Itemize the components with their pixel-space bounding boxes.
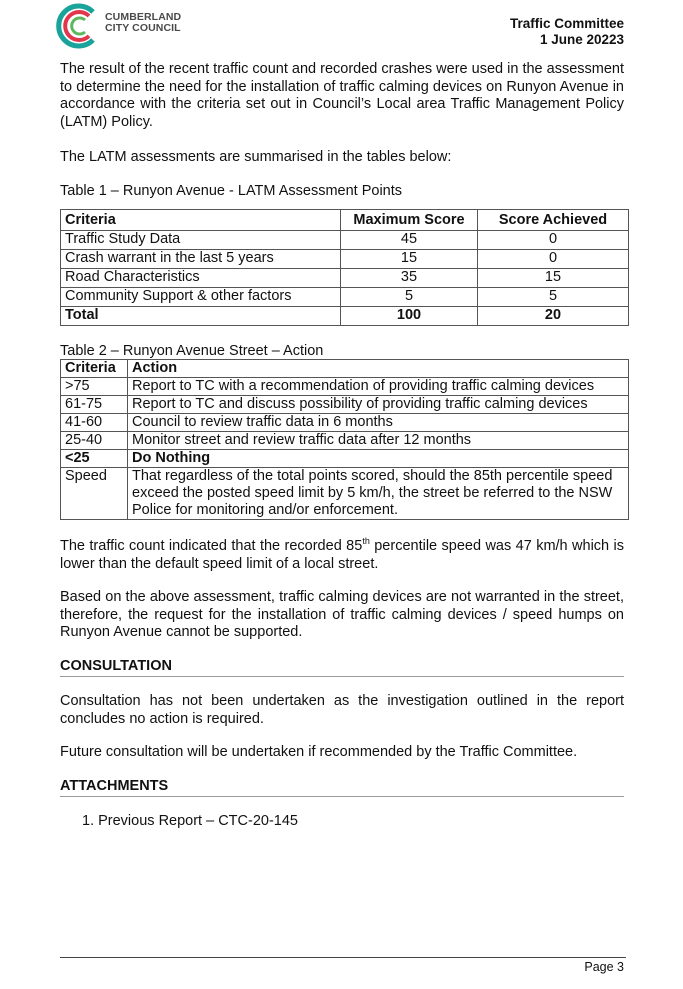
table-cell: 0 — [478, 231, 629, 250]
table-cell: Community Support & other factors — [61, 288, 341, 307]
committee-name: Traffic Committee — [509, 16, 624, 31]
table-header-cell: Criteria — [61, 360, 128, 378]
speed-text-start: The traffic count indicated that the recorded 85 — [60, 538, 363, 554]
table-cell: 20 — [478, 307, 629, 326]
table-row — [61, 231, 629, 250]
table-cell: 5 — [478, 288, 629, 307]
table-cell: 41-60 — [61, 414, 128, 432]
table-row — [61, 288, 629, 307]
meeting-date: 1 June 20223 — [539, 32, 624, 47]
logo-wordmark — [105, 12, 181, 34]
document-body — [60, 61, 624, 831]
table-cell: 45 — [341, 231, 478, 250]
table-cell: Speed — [61, 468, 128, 520]
table-cell: Road Characteristics — [61, 269, 341, 288]
action-table — [60, 359, 629, 520]
table-cell: 0 — [478, 250, 629, 269]
assessment-points-table — [60, 209, 629, 326]
table-header-cell: Action — [128, 360, 629, 378]
document-header — [510, 16, 624, 48]
table-row — [61, 269, 629, 288]
consultation-paragraph-1: Consultation has not been undertaken as the investigation outlined in the report concludes no action is required. — [60, 693, 624, 727]
table-row — [61, 250, 629, 269]
table-row — [61, 450, 629, 468]
speed-paragraph — [60, 538, 624, 573]
table-header-cell: Maximum Score — [341, 210, 478, 231]
table-cell: Report to TC and discuss possibility of providing traffic calming devices — [128, 396, 629, 414]
table-row — [61, 378, 629, 396]
footer-divider — [60, 957, 626, 958]
table-cell: 25-40 — [61, 432, 128, 450]
conclusion-paragraph: Based on the above assessment, traffic calming devices are not warranted in the street, therefore, the request for the installation of traffic calming devices / speed humps on Runyon Avenue cannot be supported. — [60, 589, 624, 640]
table-cell: Council to review traffic data in 6 months — [128, 414, 629, 432]
logo-line-1: CUMBERLAND — [105, 11, 182, 23]
speed-text-end: percentile speed was 47 km/h which is lower than the default speed limit of a local street. — [60, 538, 624, 572]
table-cell: Report to TC with a recommendation of providing traffic calming devices — [128, 378, 629, 396]
intro-paragraph: The result of the recent traffic count and recorded crashes were used in the assessment to determine the need for the installation of traffic calming devices on Runyon Avenue in accordance with the criteria set out in Council’s Local area Traffic Management Policy (LATM) Policy. — [60, 61, 624, 130]
table-cell: That regardless of the total points scored, should the 85th percentile speed exceed the posted speed limit by 5 km/h, the street be referred to the NSW Police for monitoring and/or enforcement. — [128, 468, 629, 520]
page-number: Page 3 — [584, 960, 624, 974]
table-row — [61, 432, 629, 450]
consultation-paragraph-2: Future consultation will be undertaken if recommended by the Traffic Committee. — [60, 744, 578, 760]
attachment-item[interactable]: 1. Previous Report – CTC-20-145 — [82, 813, 298, 829]
ordinal-suffix: th — [362, 536, 370, 547]
table1-caption: Table 1 – Runyon Avenue - LATM Assessment Points — [60, 182, 403, 199]
table-cell: >75 — [61, 378, 128, 396]
consultation-heading: CONSULTATION — [60, 658, 624, 678]
table-row — [61, 468, 629, 520]
table-cell: Traffic Study Data — [61, 231, 341, 250]
table-cell: Monitor street and review traffic data after 12 months — [128, 432, 629, 450]
table-header-row — [61, 210, 629, 231]
table-cell: Do Nothing — [128, 450, 629, 468]
summary-paragraph: The LATM assessments are summarised in the tables below: — [60, 149, 452, 165]
table2-caption: Table 2 – Runyon Avenue Street – Action — [60, 343, 324, 359]
table-cell: Total — [61, 307, 341, 326]
table-total-row — [61, 307, 629, 326]
attachments-heading: ATTACHMENTS — [60, 778, 624, 798]
logo-line-2: CITY COUNCIL — [105, 22, 181, 34]
table-cell: 100 — [341, 307, 478, 326]
council-logo-icon — [53, 2, 101, 50]
table-row — [61, 414, 629, 432]
table-row — [61, 396, 629, 414]
table-header-cell: Score Achieved — [478, 210, 629, 231]
table-cell: Crash warrant in the last 5 years — [61, 250, 341, 269]
table-cell: 35 — [341, 269, 478, 288]
table-header-row — [61, 360, 629, 378]
table-cell: <25 — [61, 450, 128, 468]
table-cell: 61-75 — [61, 396, 128, 414]
table-cell: 15 — [478, 269, 629, 288]
table-cell: 15 — [341, 250, 478, 269]
table-cell: 5 — [341, 288, 478, 307]
table-header-cell: Criteria — [61, 210, 341, 231]
